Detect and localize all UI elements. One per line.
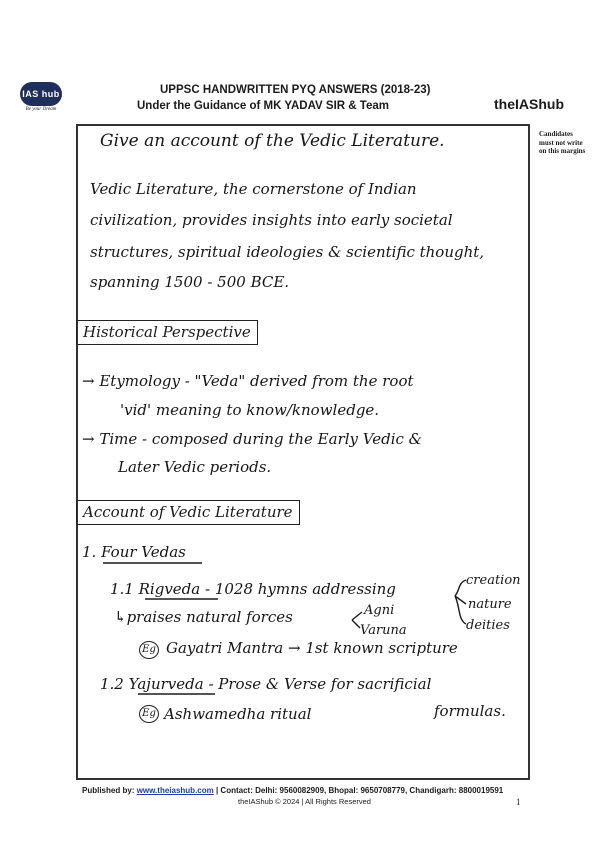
rigveda-line: 1.1 Rigveda - 1028 hymns addressing xyxy=(110,580,396,598)
point-line: → Etymology - "Veda" derived from the root xyxy=(82,372,414,390)
intro-line: structures, spiritual ideologies & scientific thought, xyxy=(90,243,485,261)
section-heading-historical: Historical Perspective xyxy=(76,320,258,345)
eg-mark: Eg xyxy=(139,705,159,723)
branch-creation: creation xyxy=(466,573,521,588)
margin-note: Candidates must not write on this margins xyxy=(539,130,586,155)
yajurveda-cont: formulas. xyxy=(434,702,506,720)
point-line: → Time - composed during the Early Vedic & xyxy=(82,430,423,448)
published-label: Published by: xyxy=(82,786,135,795)
logo-tagline: Be your Dream xyxy=(25,107,57,112)
item-four-vedas: 1. Four Vedas xyxy=(82,543,186,561)
yajurveda-line: 1.2 Yajurveda - Prose & Verse for sacrificial xyxy=(100,675,432,693)
contact-numbers: | Contact: Delhi: 9560082909, Bhopal: 9650708779, Chandigarh: 8800019591 xyxy=(215,786,504,795)
logo xyxy=(20,82,62,114)
logo-badge: IAS hub xyxy=(20,82,62,106)
section-heading-account: Account of Vedic Literature xyxy=(76,500,300,525)
intro-line: spanning 1500 - 500 BCE. xyxy=(90,273,290,291)
margin-divider xyxy=(528,124,530,780)
footer-contact xyxy=(82,786,503,795)
yajurveda-example: Ashwamedha ritual xyxy=(164,705,312,723)
point-line: Later Vedic periods. xyxy=(118,458,272,476)
header-subtitle: Under the Guidance of MK YADAV SIR & Team xyxy=(137,100,389,112)
rigveda-example: Gayatri Mantra → 1st known scripture xyxy=(166,639,458,657)
god-agni: Agni xyxy=(364,603,395,618)
intro-line: Vedic Literature, the cornerstone of Indian xyxy=(90,180,417,198)
header-title: UPPSC HANDWRITTEN PYQ ANSWERS (2018-23) xyxy=(160,84,431,96)
point-line: 'vid' meaning to know/knowledge. xyxy=(120,401,380,419)
brand-name: theIAShub xyxy=(494,96,564,112)
page-number: 1 xyxy=(516,797,521,807)
footer-copyright: theIAShub © 2024 | All Rights Reserved xyxy=(238,797,371,806)
praises-line: ↳praises natural forces xyxy=(114,608,293,626)
branch-deities: deities xyxy=(466,618,510,633)
intro-line: civilization, provides insights into early societal xyxy=(90,211,453,229)
question-text: Give an account of the Vedic Literature. xyxy=(100,131,445,151)
god-varuna: Varuna xyxy=(360,623,407,638)
branch-nature: nature xyxy=(468,597,512,612)
eg-mark: Eg xyxy=(139,641,159,659)
website-link[interactable]: www.theiashub.com xyxy=(136,786,214,795)
